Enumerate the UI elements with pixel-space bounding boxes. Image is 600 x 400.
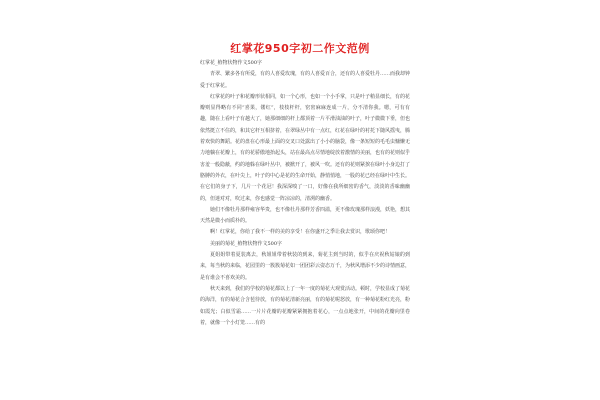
paragraph: 红掌花的叶子和花瓣形状相同，如一个心形，也如一个小手掌，只是叶子稍显细长，有的花瓣则显得略有不同“喜果，镂红”，枝枝杆杆，密密麻麻连成一片，分不清你我。嗯，可有有趣，随在上看叶子有越大了，她那细细的杆上都顶着一片平滑油油的叶子，叶子微微下垂，但也依然挺立不住的，和其它杆互相挤着，在翠绿丛中有一点红，红花在绿叶的衬托下随风摇曳，腾着欢快的舞蹈。花的盘在心形最上面的交叉口处露出了小小的脑袋，像一条短短的毛毛虫慵懒无力地躺在花瓣上，有的花骄傲地抬起头，站在最高点尽情地绽放着激情的美丽，也有的花则似乎害羞一般隐蔽，约的地躲在绿叶丛中，被掀开了，被风一吹。还有的花则紧挨在绿叶小身边打了胳膊的外衣，在叶尖上，叶子的中心是花的生命开始，静悄悄地，一股的花已经在绿叶中生长。在它们的身子下，几片一个花冠！我深深嗅了一口，好像在我所细密的香气，淡淡的香味幽幽的，但迷对对，吹过来，你也感觉一阵凉凉的，清冽的幽香。 bbox=[200, 93, 411, 202]
document-body bbox=[200, 58, 410, 329]
paragraph: 她们不像牡丹那样雍容华贵，也不像杜丹那样芳香四溢，更不像玫瑰那样浪漫，妖艳，想其天然是微小而质朴的。 bbox=[200, 206, 411, 225]
paragraph: 秋天来到，我们的学校的菊花都以上了一年一度的菊花大观赏活动。顿时，学校显成了菊花的海洋，有的菊花合含苞待放，有的菊花清新亮丽，有的菊花呢怒放，有一种菊花粉红光亮，粉如霞光；白似雪霜……一片片花瓣的花瓣紧紧拥抱着花心，一点点地张开，中间的花瓣向里卷着，就像一个小灯笼……有的 bbox=[200, 285, 411, 326]
section-subtitle: 美丽的菊花_植物状物作文500字 bbox=[210, 240, 283, 247]
paragraph: 啊！红掌花，你给了我不一样的美的享受！在你盛开之季让我去赏识，歌颂你吧！ bbox=[210, 229, 391, 236]
paragraph: 青翠、繁多各有所爱，有的人喜爱玫瑰，有的人喜爱百合，还有的人喜爱牡丹……而我却钟爱于红掌花。 bbox=[200, 71, 411, 89]
section-subtitle: 红掌花_植物状物作文500字 bbox=[200, 60, 263, 66]
paragraph: 夏姐姐带着夏装离去，秋姐姐带着秋装的到来，菊花主到当时的，似乎在庆祝秋姑娘的到来，每当秋的来临，花园里的一簇簇菊花如一团团彩云姿态万千，为秋风增添不少的诗情画意，是有谁会不喜欢美的。 bbox=[200, 252, 411, 281]
document-title: 红掌花950字初二作文范例 bbox=[230, 42, 370, 55]
